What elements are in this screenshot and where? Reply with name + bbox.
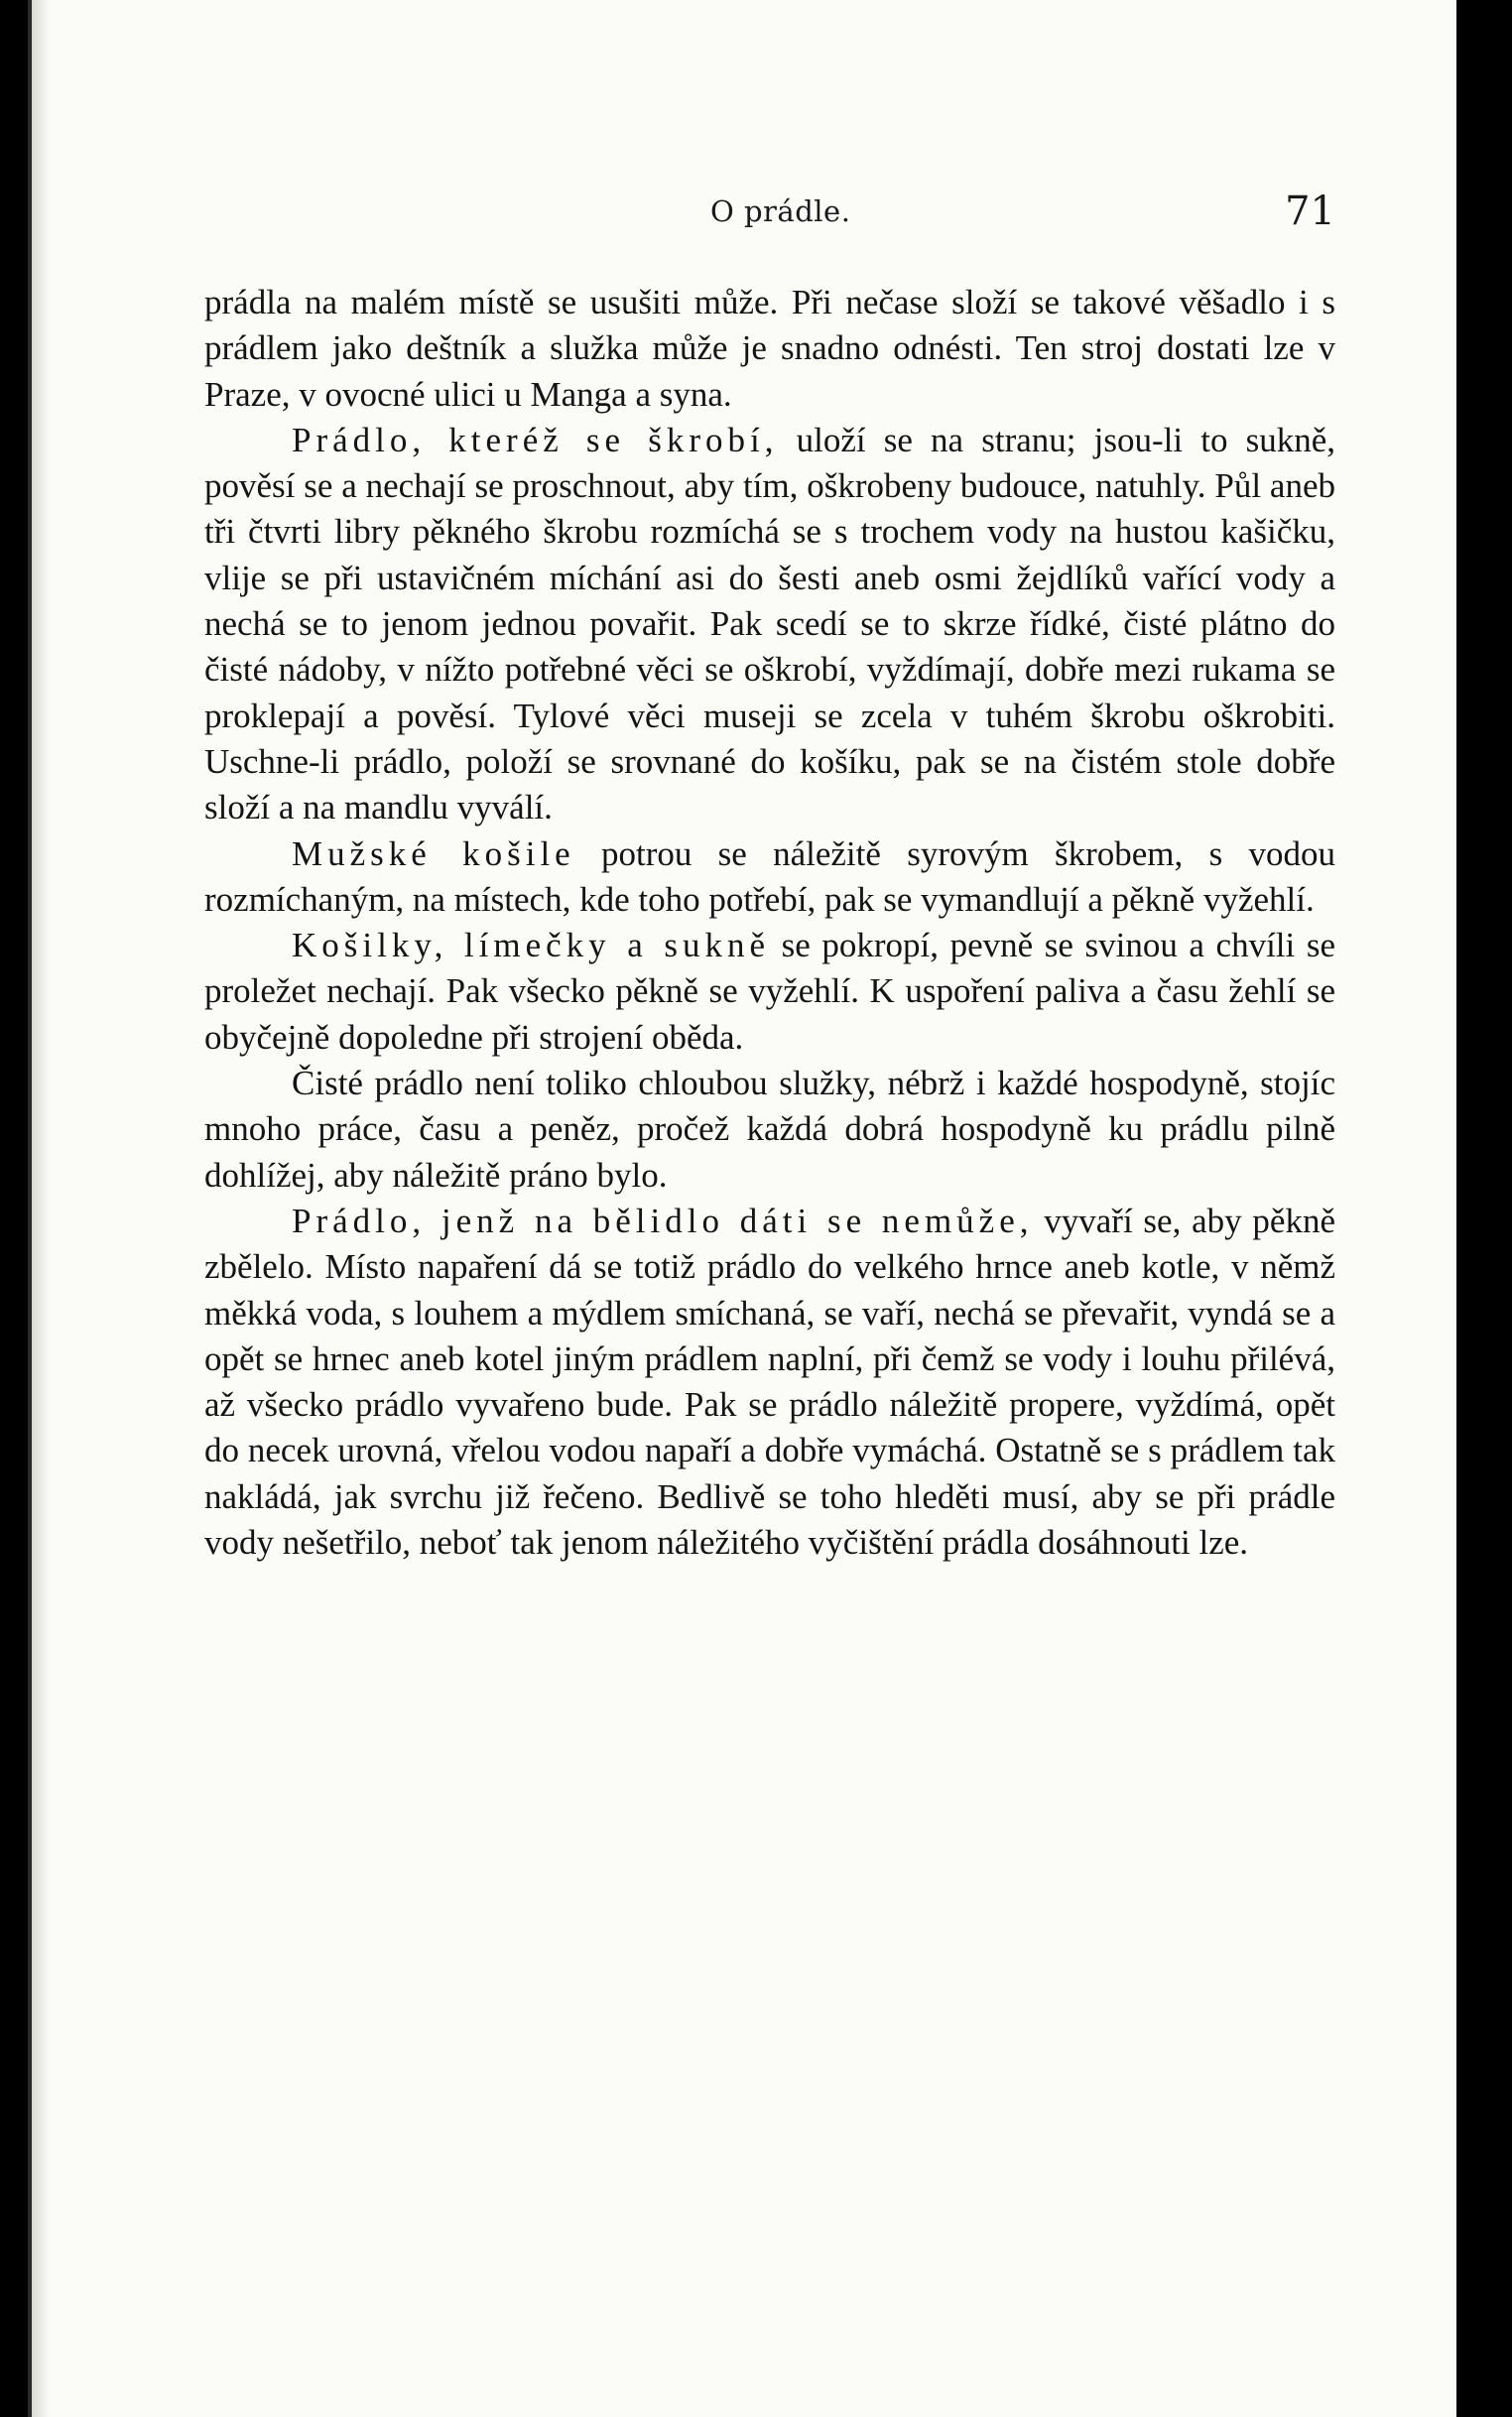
paragraph-text: se pokropí, pevně se svinou a chvíli se proležet nechají. Pak všecko pěkně se vyžehlí. K uspoření paliva a času žehlí se obyčejně dopoledne při strojení oběda. [204, 926, 1335, 1057]
body-text [204, 280, 1335, 1566]
paragraph-text: Čisté prádlo není toliko chloubou služky, nébrž i každé hospodyně, stojíc mnoho práce, času a peněz, pročež každá dobrá hospodyně ku prádlu pilně dohlížej, aby náležitě práno bylo. [204, 1064, 1335, 1195]
book-page [28, 0, 1486, 2417]
paragraph [204, 923, 1335, 1061]
paragraph-lead: Mužské košile [292, 833, 575, 873]
paragraph-text: uloží se na stranu; jsou-li to sukně, pověsí se a nechají se proschnout, aby tím, oškrobeny budouce, natuhly. Půl aneb tři čtvrti libry pěkného škrobu rozmíchá se s trochem vody na hustou kašičku, vlije se při ustavičném míchání asi do šesti aneb osmi žejdlíků vařící vody a nechá se to jenom jednou povařit. Pak scedí se to skrze řídké, čisté plátno do čisté nádoby, v nížto potřebné věci se oškrobí, vyždímají, dobře mezi rukama se proklepají a pověsí. Tylové věci museji se zcela v tuhém škrobu oškrobiti. Uschne-li prádlo, položí se srovnané do košíku, pak se na čistém stole dobře složí a na mandlu vyválí. [204, 420, 1335, 827]
paragraph [204, 831, 1335, 924]
paragraph-text: potrou se náležitě syrovým škrobem, s vodou rozmíchaným, na místech, kde toho potřebí, pak se vymandlují a pěkně vyžehlí. [204, 833, 1335, 919]
page-shadow [32, 0, 50, 2417]
paragraph [204, 1199, 1335, 1566]
scan-border [1456, 0, 1486, 2417]
paragraph-lead: Prádlo, jenž na bělidlo dáti se nemůže, [292, 1201, 1034, 1240]
paragraph [204, 1061, 1335, 1199]
page-number: 71 [1285, 189, 1335, 234]
paragraph [204, 418, 1335, 831]
running-title: O prádle. [710, 194, 851, 228]
paragraph-text: vyvaří se, aby pěkně zbělelo. Místo napaření dá se totiž prádlo do velkého hrnce aneb kotle, v němž měkká voda, s louhem a mýdlem smíchaná, se vaří, nechá se převařit, vyndá se a opět se hrnec aneb kotel jiným prádlem naplní, při čemž se vody i louhu přilévá, až všecko prádlo vyvařeno bude. Pak se prádlo náležitě propere, vyždímá, opět do necek urovná, vřelou vodou napaří a dobře vymáchá. Ostatně se s prádlem tak nakládá, jak svrchu již řečeno. Bedlivě se toho hleděti musí, aby se při prádle vody nešetřilo, neboť tak jenom náležitého vyčištění prádla dosáhnouti lze. [204, 1201, 1335, 1563]
paragraph-text: prádla na malém místě se usušiti může. Při nečase složí se takové věšadlo i s prádlem jako deštník a služka může je snadno odnésti. Ten stroj dostati lze v Praze, v ovocné ulici u Manga a syna. [204, 283, 1335, 414]
paragraph [204, 280, 1335, 418]
paragraph-lead: Prádlo, kteréž se škrobí, [292, 420, 779, 459]
paragraph-lead: Košilky, límečky a sukně [292, 926, 771, 965]
page-header [204, 189, 1335, 248]
